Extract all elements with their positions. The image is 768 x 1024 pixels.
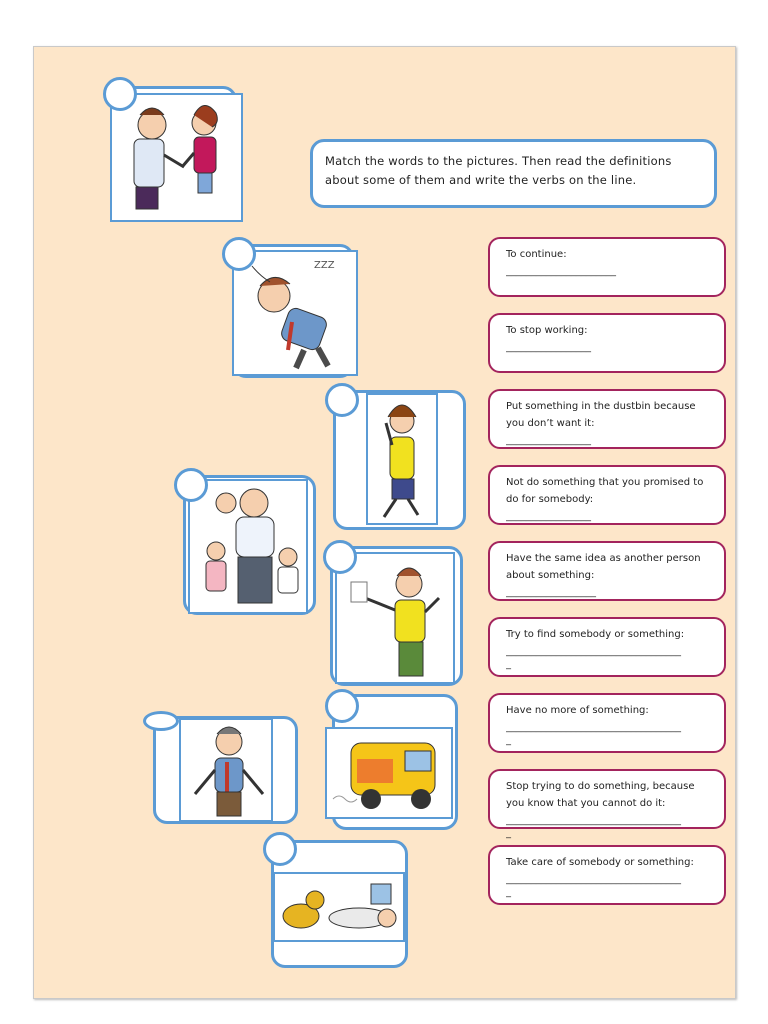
definition-box[interactable] xyxy=(488,465,726,525)
answer-line-tail: _ xyxy=(506,736,511,746)
answer-circle[interactable] xyxy=(325,689,359,723)
answer-line[interactable]: ___________________________________ xyxy=(506,722,681,733)
definition-text: Put something in the dustbin because you don’t want it: xyxy=(506,401,696,429)
answer-line[interactable]: _________________ xyxy=(506,342,591,353)
definition-box[interactable] xyxy=(488,313,726,373)
answer-line-tail: _ xyxy=(506,660,511,670)
worried-woman-cartoon-icon xyxy=(368,395,436,523)
picture-frame xyxy=(325,727,453,819)
answer-line[interactable]: ___________________________________ xyxy=(506,874,681,885)
definition-text: Have no more of something: xyxy=(506,705,649,716)
answer-circle[interactable] xyxy=(325,383,359,417)
instructions-text: Match the words to the pictures. Then read the definitions about some of them and write the verbs on the line. xyxy=(325,154,672,187)
picture-frame xyxy=(232,250,358,376)
answer-line[interactable]: ______________________ xyxy=(506,266,616,277)
answer-line-tail: _ xyxy=(506,829,511,839)
man-throwing-paper-cartoon-icon xyxy=(337,554,453,682)
tired-man-cartoon-icon xyxy=(234,252,356,374)
definition-text: Take care of somebody or something: xyxy=(506,857,694,868)
picture-frame xyxy=(273,872,405,942)
svg-text:ZZZ: ZZZ xyxy=(314,260,335,271)
definition-box[interactable] xyxy=(488,617,726,677)
answer-line-tail: _ xyxy=(506,888,511,898)
answer-circle[interactable] xyxy=(143,711,179,731)
shrugging-man-cartoon-icon xyxy=(181,720,271,820)
definition-box[interactable] xyxy=(488,237,726,297)
answer-circle[interactable] xyxy=(263,832,297,866)
answer-line[interactable]: ___________________________________ xyxy=(506,646,681,657)
answer-circle[interactable] xyxy=(103,77,137,111)
instructions-box xyxy=(310,139,717,208)
man-with-children-cartoon-icon xyxy=(190,481,306,612)
handshake-cartoon-icon xyxy=(112,95,241,220)
broken-down-truck-cartoon-icon xyxy=(327,729,451,817)
picture-frame xyxy=(335,552,455,684)
definition-text: Have the same idea as another person about something: xyxy=(506,553,701,581)
definition-text: To stop working: xyxy=(506,325,588,336)
dog-and-crawling-man-cartoon-icon xyxy=(275,874,403,940)
answer-line[interactable]: ___________________________________ xyxy=(506,815,681,826)
answer-circle[interactable] xyxy=(174,468,208,502)
picture-frame xyxy=(188,479,308,614)
definition-box[interactable] xyxy=(488,769,726,839)
answer-line[interactable]: _________________ xyxy=(506,511,591,522)
answer-line[interactable]: __________________ xyxy=(506,587,596,598)
definition-box[interactable] xyxy=(488,541,726,601)
definition-box[interactable] xyxy=(488,693,726,753)
definition-text: Stop trying to do something, because you know that you cannot do it: xyxy=(506,781,695,809)
definition-text: To continue: xyxy=(506,249,567,260)
picture-frame xyxy=(366,393,438,525)
picture-frame xyxy=(179,718,273,822)
picture-frame xyxy=(110,93,243,222)
definition-text: Try to find somebody or something: xyxy=(506,629,685,640)
definition-box[interactable] xyxy=(488,845,726,905)
answer-circle[interactable] xyxy=(323,540,357,574)
answer-line[interactable]: _________________ xyxy=(506,435,591,446)
definition-box[interactable] xyxy=(488,389,726,449)
answer-circle[interactable] xyxy=(222,237,256,271)
definition-text: Not do something that you promised to do for somebody: xyxy=(506,477,704,505)
